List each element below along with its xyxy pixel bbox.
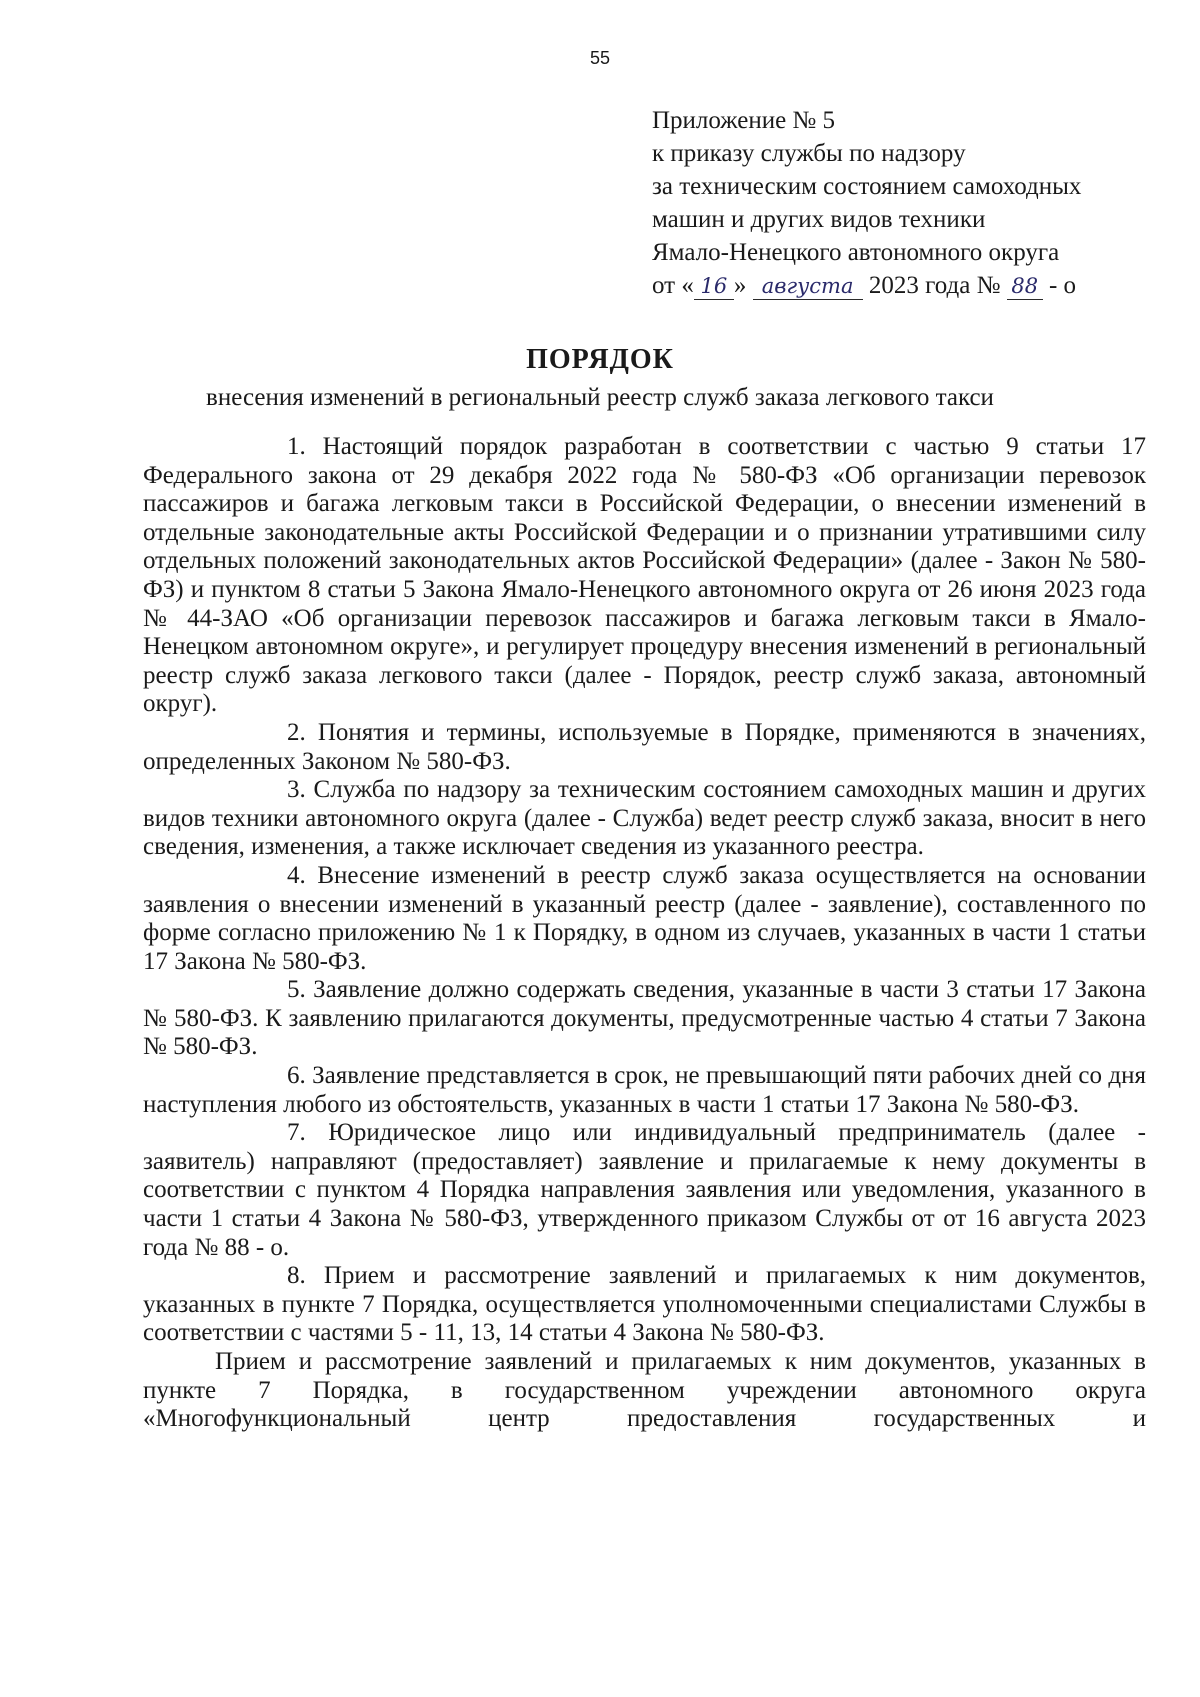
paragraph-number: 3. — [287, 776, 306, 804]
paragraph-text: Служба по надзору за техническим состоянием самоходных машин и других видов техники автономного округа (далее - Служба) ведет реестр служб заказа, вносит в него сведения, изменения, а также исключает сведения из указанного реестра. — [143, 776, 1147, 861]
handwritten-order-number: 88 — [1007, 273, 1043, 300]
paragraph-text: Юридическое лицо или индивидуальный предприниматель (далее - заявитель) направляют (предоставляет) заявление и прилагаемые к нему документы в соответствии с пунктом 4 Порядка направления заявления или уведомления, указанного в части 1 статьи 4 Закона № 580-ФЗ, утвержденного приказом Службы от от 16 августа 2023 года № 88 - о. — [143, 1119, 1147, 1261]
paragraph-text: Заявление должно содержать сведения, указанные в части 3 статьи 17 Закона № 580-ФЗ. К заявлению прилагаются документы, предусмотренные частью 4 статьи 7 Закона № 580-ФЗ. — [143, 976, 1147, 1061]
appendix-line: машин и других видов техники — [652, 206, 986, 233]
appendix-line: за техническим состоянием самоходных — [652, 173, 1082, 200]
paragraph-number: 4. — [287, 861, 306, 889]
date-mid: » — [733, 272, 753, 299]
paragraph-text: Внесение изменений в реестр служб заказа осуществляется на основании заявления о внесении изменений в указанный реестр (далее - заявление), составленного по форме согласно приложению № 1 к Порядку, в одном из случаев, указанных в части 1 статьи 17 Закона № 580-ФЗ. — [143, 861, 1147, 975]
paragraph-number: 8. — [287, 1262, 306, 1290]
paragraph-text: Заявление представляется в срок, не превышающий пяти рабочих дней со дня наступления любого из обстоятельств, указанных в части 1 статьи 17 Закона № 580-ФЗ. — [143, 1062, 1146, 1118]
paragraph-3 — [143, 776, 1146, 862]
paragraph-number: 1. — [287, 433, 306, 460]
paragraph-continuation — [143, 1348, 1146, 1434]
appendix-header — [652, 104, 1172, 302]
paragraph-number: 2. — [287, 718, 306, 746]
appendix-line: Ямало-Ненецкого автономного округа — [652, 239, 1060, 266]
document-subtitle: внесения изменений в региональный реестр служб заказа легкового такси — [206, 384, 994, 411]
date-year: 2023 года № — [862, 272, 1007, 299]
appendix-line: к приказу службы по надзору — [652, 140, 966, 167]
paragraph-8 — [143, 1262, 1146, 1348]
date-prefix: от « — [652, 272, 694, 299]
paragraph-text: Понятия и термины, используемые в Порядке, применяются в значениях, определенных Законом № 580-ФЗ. — [143, 718, 1146, 775]
paragraph-number: 5. — [287, 976, 306, 1004]
paragraph-text: Прием и рассмотрение заявлений и прилагаемых к ним документов, указанных в пункте 7 Порядка, осуществляется уполномоченными специалистами Службы в соответствии с частями 5 - 11, 13, 14 статьи 4 Закона № 580-ФЗ. — [143, 1262, 1147, 1347]
paragraph-6 — [143, 1062, 1146, 1119]
paragraph-1 — [143, 433, 1146, 719]
paragraph-number: 7. — [287, 1119, 306, 1147]
handwritten-month: августа — [753, 273, 863, 300]
document-body — [143, 433, 1146, 1434]
paragraph-text: Прием и рассмотрение заявлений и прилагаемых к ним документов, указанных в пункте 7 Порядка, в государственном учреждении автономного округа «Многофункциональный центр предоставления государственных и — [143, 1348, 1146, 1433]
handwritten-day: 16 — [694, 273, 734, 300]
appendix-line: Приложение № 5 — [652, 107, 836, 134]
order-suffix: - о — [1042, 272, 1077, 299]
page-number: 55 — [589, 48, 611, 68]
paragraph-5 — [143, 976, 1146, 1062]
paragraph-2 — [143, 719, 1146, 776]
paragraph-7 — [143, 1119, 1146, 1262]
paragraph-4 — [143, 862, 1146, 976]
paragraph-text: Настоящий порядок разработан в соответствии с частью 9 статьи 17 Федерального закона от 29 декабря 2022 года № 580-ФЗ «Об организации перевозок пассажиров и багажа легковым такси в Российской Федерации, о внесении изменений в отдельные законодательные акты Российской Федерации и о признании утратившими силу отдельных положений законодательных актов Российской Федерации» (далее - Закон № 580-ФЗ) и пунктом 8 статьи 5 Закона Ямало-Ненецкого автономного округа от 26 июня 2023 года № 44-ЗАО «Об организации перевозок пассажиров и багажа легковым такси в Ямало-Ненецком автономном округе», и регулирует процедуру внесения изменений в региональный реестр служб заказа легкового такси (далее - Порядок, реестр служб заказа, автономный округ). — [143, 433, 1146, 718]
appendix-date-line — [652, 269, 1172, 302]
paragraph-number: 6. — [287, 1062, 306, 1090]
document-title: ПОРЯДОК — [526, 344, 674, 375]
